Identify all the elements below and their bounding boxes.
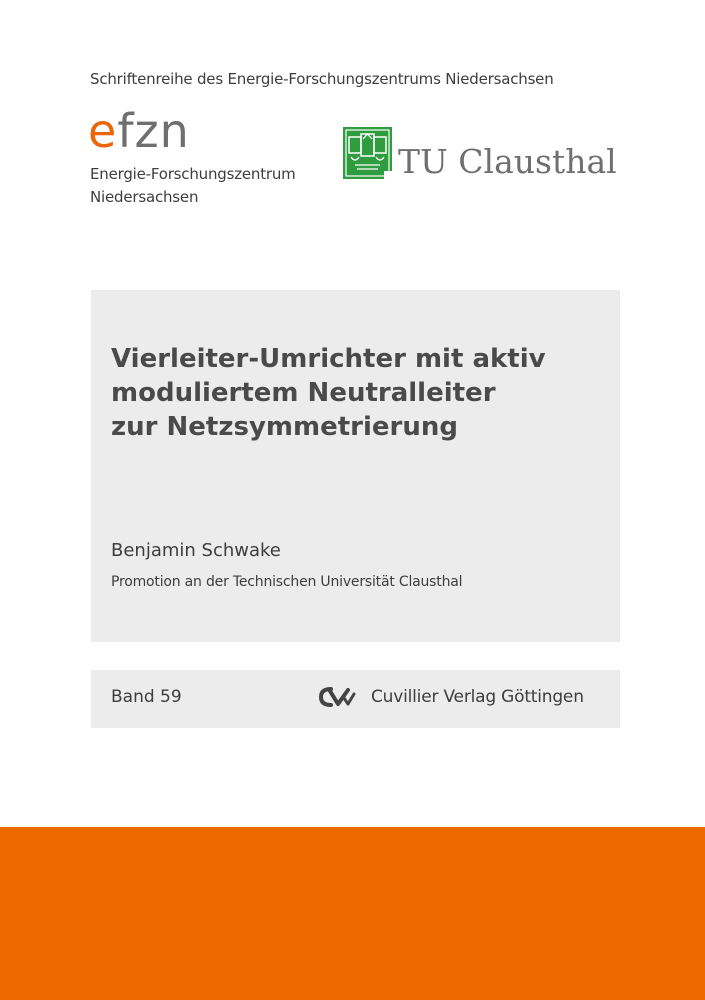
title-box xyxy=(91,290,620,642)
orange-footer-band xyxy=(0,827,705,1000)
band-box xyxy=(91,670,620,728)
book-title-line-1: Vierleiter-Umrichter mit aktiv xyxy=(111,344,546,374)
book-title xyxy=(111,342,611,444)
cuvillier-cv-logo-icon xyxy=(318,686,356,708)
book-title-line-3: zur Netzsymmetrierung xyxy=(111,412,458,442)
tu-clausthal-emblem-icon xyxy=(343,127,392,179)
efzn-name-line-2: Niedersachsen xyxy=(90,188,199,206)
promotion-note: Promotion an der Technischen Universität Clausthal xyxy=(111,574,463,590)
book-author: Benjamin Schwake xyxy=(111,540,281,561)
efzn-logo xyxy=(88,106,190,156)
efzn-logo-e: e xyxy=(88,104,118,158)
band-number: Band 59 xyxy=(111,687,182,707)
efzn-name-line-1: Energie-Forschungszentrum xyxy=(90,165,296,183)
book-title-line-2: moduliertem Neutralleiter xyxy=(111,378,496,408)
efzn-logo-rest: fzn xyxy=(117,104,190,158)
publisher-name: Cuvillier Verlag Göttingen xyxy=(371,687,584,707)
efzn-full-name xyxy=(90,163,296,209)
tu-clausthal-name: TU Clausthal xyxy=(398,142,617,181)
series-title: Schriftenreihe des Energie-Forschungszentrums Niedersachsen xyxy=(90,70,554,88)
